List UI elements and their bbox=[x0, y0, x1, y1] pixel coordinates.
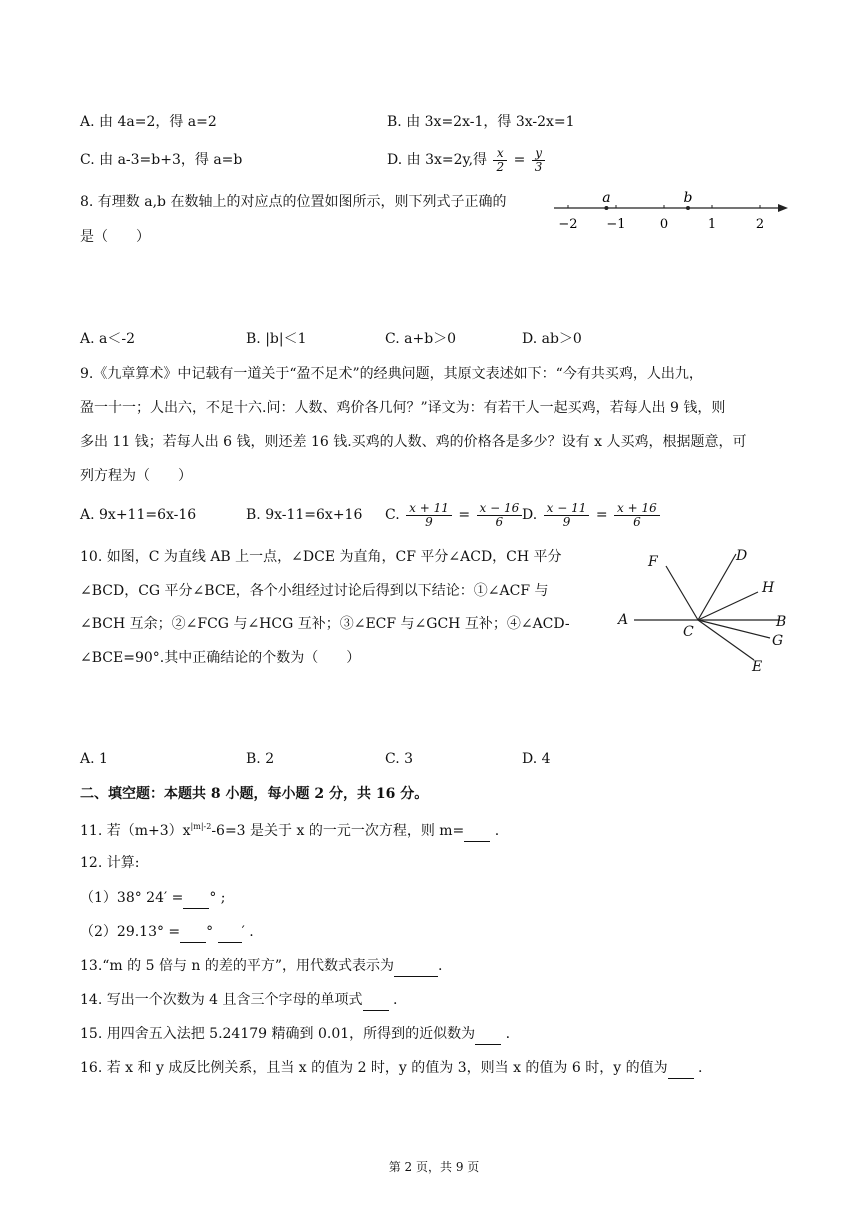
q11-exponent: |m|-2 bbox=[190, 822, 212, 831]
q16-line bbox=[80, 1058, 703, 1079]
page-footer: 第 2 页，共 9 页 bbox=[388, 1160, 480, 1174]
q7-option-b: B. 由 3x=2x-1，得 3x-2x=1 bbox=[387, 114, 575, 130]
q15-end: . bbox=[501, 1026, 511, 1042]
axis-tick-label: 2 bbox=[755, 217, 765, 232]
q10-line2: ∠BCD，CG 平分∠BCE，各个小组经过讨论后得到以下结论：①∠ACF 与 bbox=[80, 583, 549, 599]
point-a-label: a bbox=[602, 190, 611, 206]
label-g: G bbox=[772, 633, 784, 649]
q10-line4: ∠BCE=90°.其中正确结论的个数为（ ） bbox=[80, 650, 361, 666]
q7-option-d-prefix: D. 由 3x=2y,得 bbox=[387, 152, 488, 168]
answer-blank[interactable] bbox=[464, 821, 490, 842]
q14-end: . bbox=[388, 992, 398, 1008]
fraction-denominator: 9 bbox=[562, 514, 571, 529]
label-f: F bbox=[648, 554, 658, 570]
ray-ch bbox=[698, 592, 758, 620]
label-d: D bbox=[736, 548, 748, 564]
section-heading: 二、填空题：本题共 8 小题，每小题 2 分，共 16 分。 bbox=[80, 786, 429, 802]
fraction-numerator: x − 16 bbox=[477, 502, 523, 516]
q8-option-b: B. |b|＜1 bbox=[246, 331, 307, 347]
q8-option-d: D. ab＞0 bbox=[522, 331, 582, 347]
answer-blank[interactable] bbox=[218, 922, 242, 943]
point-b-dot bbox=[686, 206, 690, 210]
answer-blank[interactable] bbox=[668, 1058, 694, 1079]
fraction-numerator: x + 16 bbox=[614, 502, 660, 516]
q11-line bbox=[80, 817, 499, 842]
q12-part2 bbox=[80, 922, 254, 943]
fraction-numerator: y bbox=[532, 147, 546, 161]
fraction-numerator: x − 11 bbox=[544, 502, 590, 516]
q16-end: . bbox=[693, 1060, 703, 1076]
fraction-denominator: 9 bbox=[425, 514, 433, 529]
point-b-label: b bbox=[683, 190, 693, 206]
point-a-dot bbox=[604, 206, 608, 210]
q8-option-a: A. a＜-2 bbox=[80, 331, 135, 347]
q8-stem-line1: 8. 有理数 a,b 在数轴上的对应点的位置如图所示，则下列式子正确的 bbox=[80, 194, 507, 210]
label-a: A bbox=[618, 612, 629, 628]
q9-line3: 多出 11 钱；若每人出 6 钱，则还差 16 钱.买鸡的人数、鸡的价格各是多少？设有 x 人买鸡，根据题意，可 bbox=[80, 434, 747, 450]
axis-tick-label: 0 bbox=[659, 217, 669, 232]
q9-d-fraction-1 bbox=[544, 502, 590, 529]
equals-sign: = bbox=[513, 152, 526, 168]
q12-part1-prefix: （1）38° 24′ = bbox=[80, 890, 184, 906]
q12-part2-mid: ° bbox=[206, 924, 214, 940]
q7-option-c: C. 由 a-3=b+3，得 a=b bbox=[80, 152, 243, 168]
q12-part2-prefix: （2）29.13° = bbox=[80, 924, 181, 940]
answer-blank[interactable] bbox=[183, 888, 209, 909]
q9-option-b: B. 9x-11=6x+16 bbox=[246, 507, 363, 523]
q12-part2-suffix: ′ . bbox=[241, 924, 254, 940]
q11-prefix: 11. 若（m+3）x bbox=[80, 823, 191, 839]
q10-option-c: C. 3 bbox=[385, 751, 414, 767]
fraction-denominator: 3 bbox=[534, 159, 543, 174]
q9-line2: 盈一十一；人出六，不足十六.问：人数、鸡价各几何？”译文为：有若干人一起买鸡，若每人出 9 钱，则 bbox=[80, 400, 726, 416]
q13-text: 13.“m 的 5 倍与 n 的差的平方”，用代数式表示为 bbox=[80, 958, 395, 974]
ray-cd bbox=[698, 554, 736, 620]
fraction-numerator: x bbox=[493, 147, 507, 161]
q10-option-a: A. 1 bbox=[80, 751, 108, 767]
q9-option-c-prefix: C. bbox=[385, 507, 400, 523]
label-e: E bbox=[752, 659, 763, 675]
q9-d-fraction-2 bbox=[614, 502, 660, 529]
number-line-figure bbox=[548, 188, 794, 238]
q7-option-d bbox=[387, 146, 547, 174]
fraction-denominator: 6 bbox=[495, 514, 504, 529]
q15-text: 15. 用四舍五入法把 5.24179 精确到 0.01，所得到的近似数为 bbox=[80, 1026, 476, 1042]
ray-cg bbox=[698, 620, 770, 638]
q7-d-fraction-2 bbox=[532, 147, 546, 174]
q7-option-a: A. 由 4a=2，得 a=2 bbox=[80, 114, 217, 130]
label-c: C bbox=[683, 624, 694, 640]
q9-option-d bbox=[522, 498, 662, 532]
q9-option-a: A. 9x+11=6x-16 bbox=[80, 507, 197, 523]
fraction-denominator: 2 bbox=[496, 159, 505, 174]
q7-d-fraction-1 bbox=[493, 147, 507, 174]
q14-text: 14. 写出一个次数为 4 且含三个字母的单项式 bbox=[80, 992, 363, 1008]
q16-text: 16. 若 x 和 y 成反比例关系，且当 x 的值为 2 时，y 的值为 3，则当 x 的值为 6 时，y 的值为 bbox=[80, 1060, 668, 1076]
q10-line3: ∠BCH 互余；②∠FCG 与∠HCG 互补；③∠ECF 与∠GCH 互补；④∠ACD- bbox=[80, 616, 570, 632]
axis-tick-label: −2 bbox=[558, 217, 578, 232]
ray-ce bbox=[698, 620, 754, 660]
axis-tick-label: −1 bbox=[606, 217, 626, 232]
q10-line1: 10. 如图，C 为直线 AB 上一点，∠DCE 为直角，CF 平分∠ACD，CH 平分 bbox=[80, 549, 562, 565]
q9-line1: 9.《九章算术》中记载有一道关于“盈不足术”的经典问题，其原文表述如下：“今有共买鸡，人出九， bbox=[80, 366, 703, 382]
q9-option-c bbox=[385, 498, 524, 532]
axis-tick-label: 1 bbox=[707, 217, 717, 232]
equals-sign: = bbox=[458, 507, 471, 523]
q12-part1-suffix: ° ; bbox=[209, 890, 226, 906]
fraction-denominator: 6 bbox=[633, 514, 641, 529]
axis-arrow-icon bbox=[778, 204, 788, 212]
label-h: H bbox=[762, 580, 775, 596]
fraction-numerator: x + 11 bbox=[406, 502, 452, 516]
q11-end: . bbox=[490, 823, 500, 839]
q9-option-d-prefix: D. bbox=[522, 507, 538, 523]
ray-cf bbox=[666, 566, 698, 620]
q14-line bbox=[80, 990, 397, 1011]
q11-suffix: -6=3 是关于 x 的一元一次方程，则 m= bbox=[211, 823, 465, 839]
q8-stem-line2: 是（ ） bbox=[80, 229, 150, 245]
answer-blank[interactable] bbox=[394, 956, 438, 977]
q15-line bbox=[80, 1024, 510, 1045]
equals-sign: = bbox=[595, 507, 608, 523]
answer-blank[interactable] bbox=[475, 1024, 501, 1045]
label-b: B bbox=[776, 614, 787, 630]
q13-line bbox=[80, 956, 442, 977]
q13-end: . bbox=[438, 958, 443, 974]
q9-line4: 列方程为（ ） bbox=[80, 468, 192, 484]
q10-option-d: D. 4 bbox=[522, 751, 551, 767]
q12-part1 bbox=[80, 888, 226, 909]
q9-c-fraction-2 bbox=[477, 502, 523, 529]
q12-stem: 12. 计算: bbox=[80, 855, 140, 871]
answer-blank[interactable] bbox=[363, 990, 389, 1011]
angle-figure bbox=[610, 540, 800, 680]
q9-c-fraction-1 bbox=[406, 502, 452, 529]
answer-blank[interactable] bbox=[180, 922, 206, 943]
q10-option-b: B. 2 bbox=[246, 751, 275, 767]
q8-option-c: C. a+b＞0 bbox=[385, 331, 457, 347]
